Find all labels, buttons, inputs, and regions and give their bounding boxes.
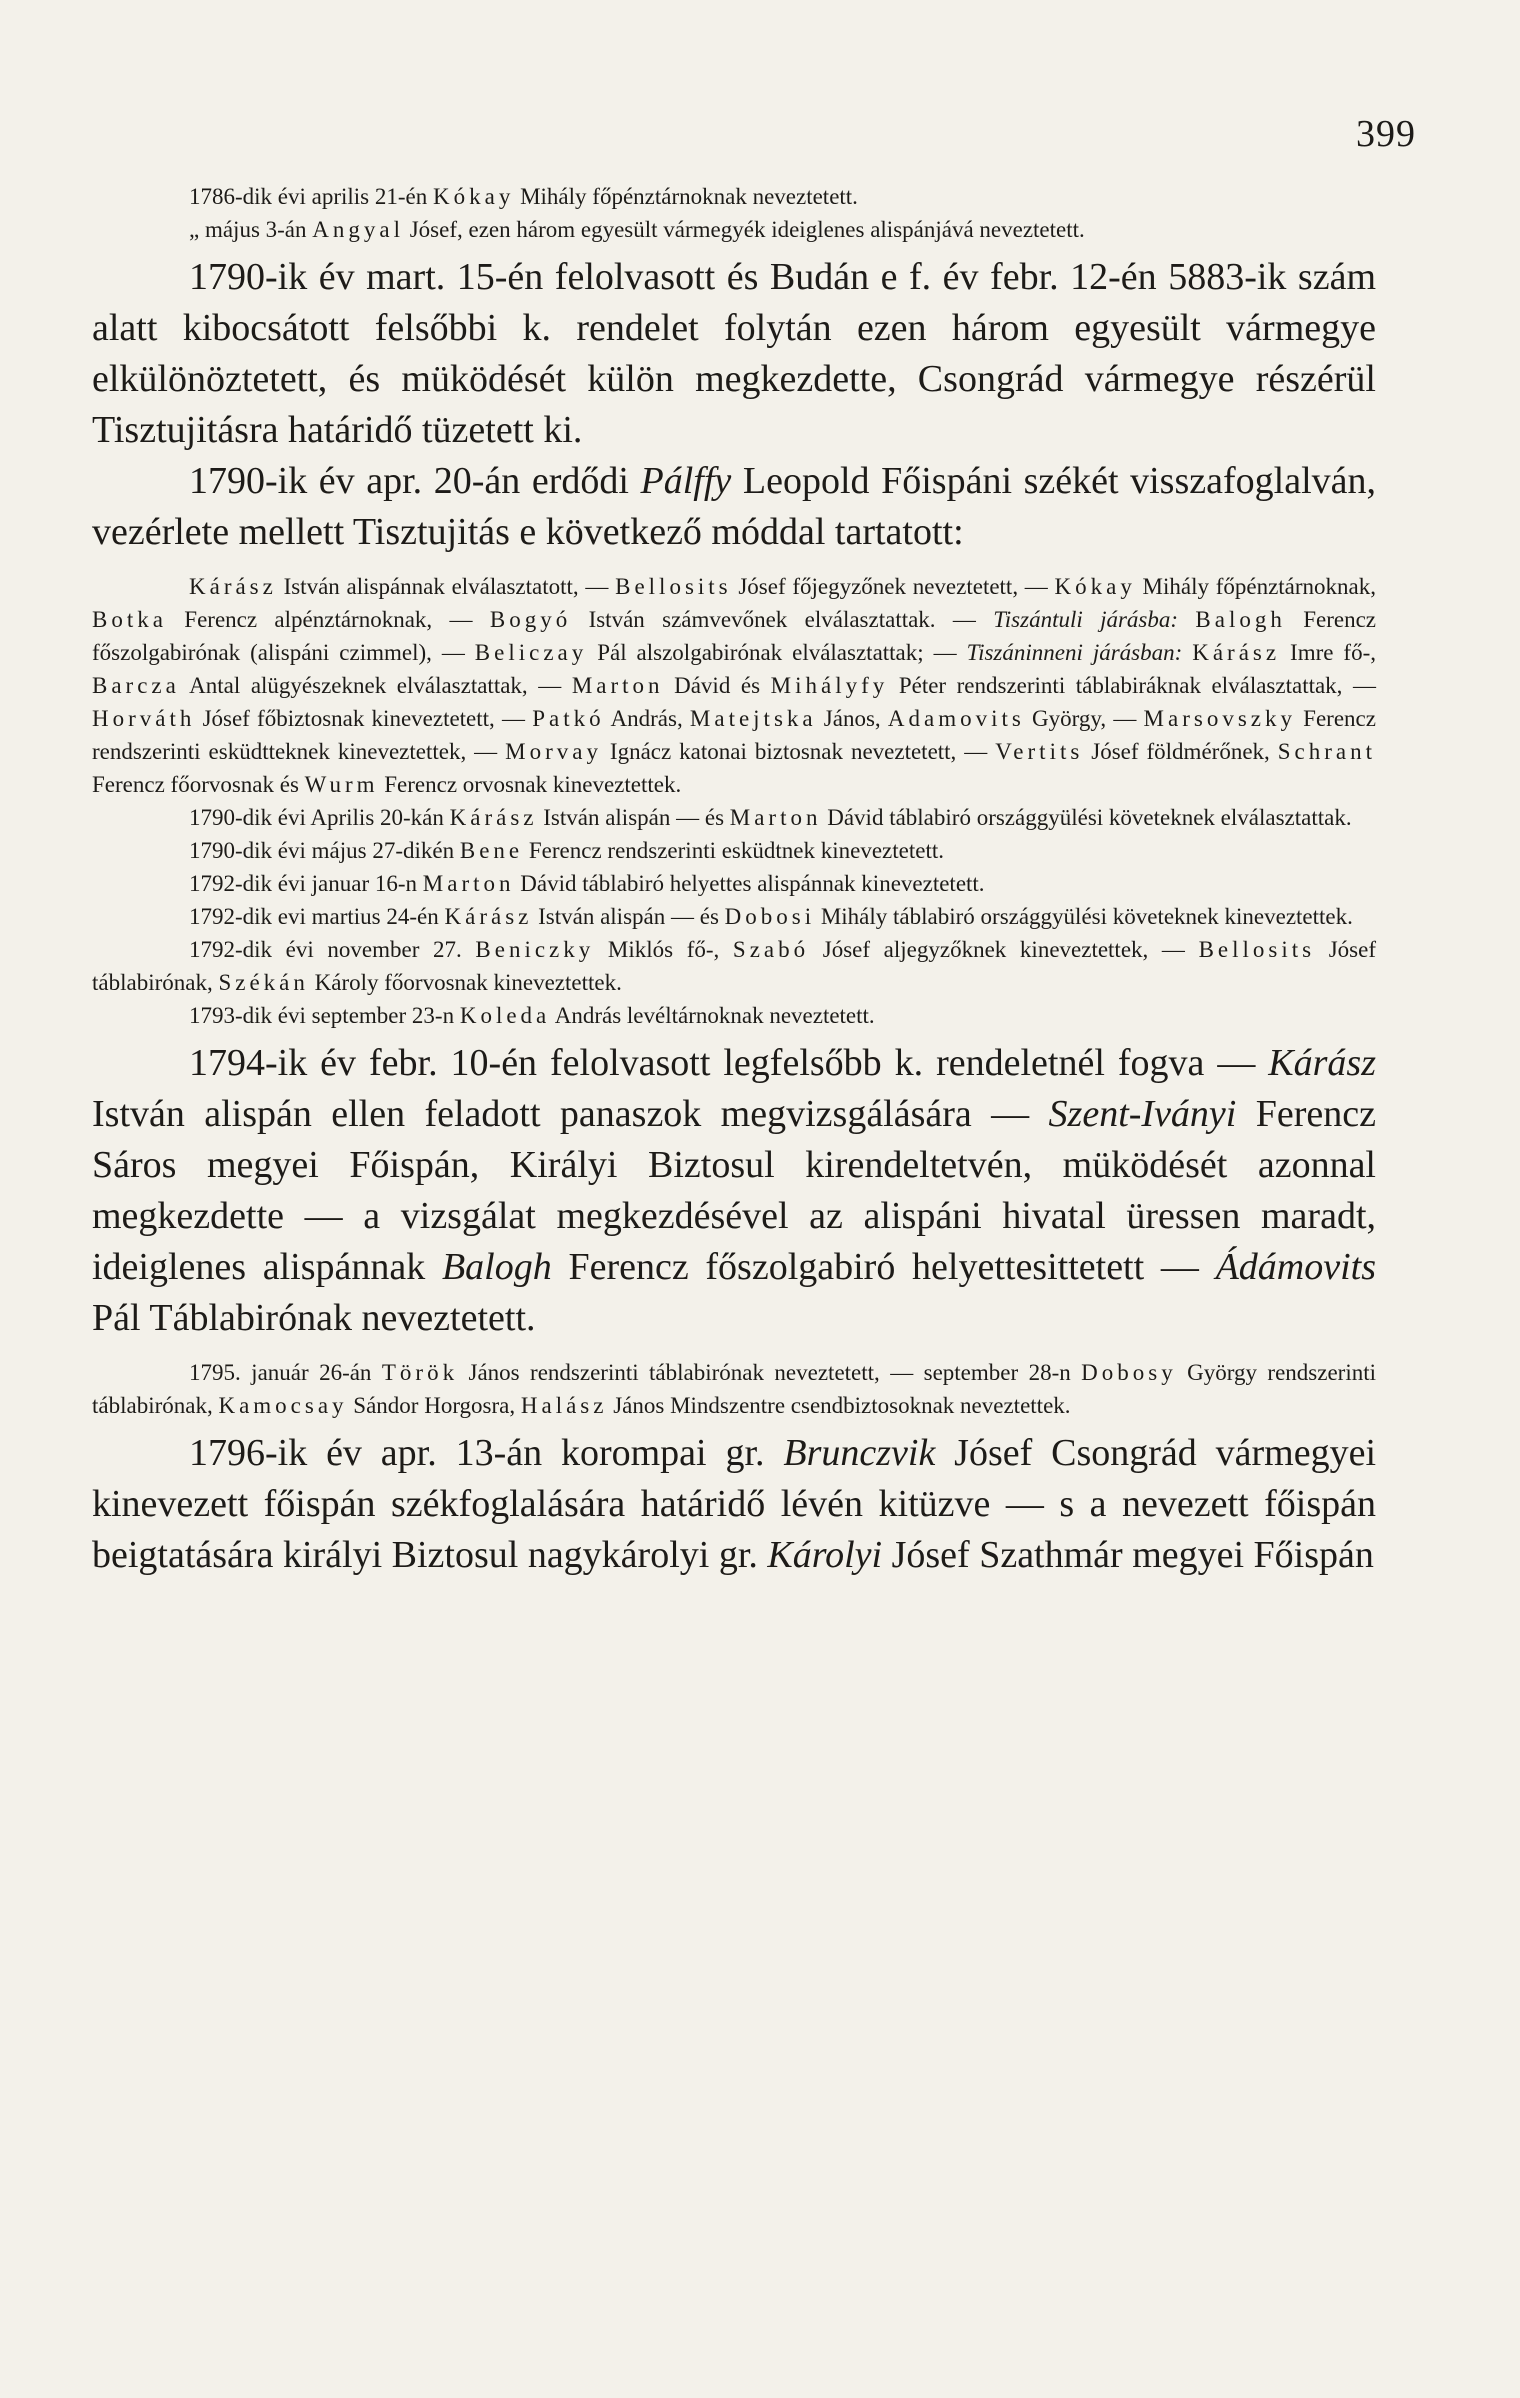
- spaced-name: Török: [381, 1360, 459, 1385]
- text-run: Leopold Főispáni székét visszafoglalván, vezérlete mellett Tisztujitás e következő móddal tartatott:: [92, 460, 1376, 553]
- spaced-name: Matejtska: [689, 706, 817, 731]
- spaced-name: Horváth: [92, 706, 196, 731]
- italic-name: Károlyi: [767, 1534, 883, 1576]
- text-run: Dávid táblabiró országgyülési követeknek elválasztattak.: [821, 805, 1352, 830]
- text-run: Jósef Szathmár megyei Főispán: [882, 1534, 1374, 1576]
- text-run: István alispán — és: [532, 904, 725, 929]
- italic-name: Pálffy: [640, 460, 732, 502]
- paragraph: [92, 867, 1376, 900]
- spaced-name: Kókay: [433, 184, 515, 209]
- spaced-name: Balogh: [1195, 607, 1286, 632]
- text-run: 1790-ik év mart. 15-én felolvasott és Budán e f. év febr. 12-én 5883-ik szám alatt kibocsátott felsőbbi k. rendelet folytán ezen három egyesült vármegye elkülönöztetett, és müködését külön megkezdette, Csongrád vármegye részérül Tisztujitásra határidő tüzetett ki.: [92, 256, 1376, 451]
- text-run: Ferencz főszolgabiró helyettesittetett —: [551, 1246, 1216, 1288]
- text-run: Ferencz főorvosnak és: [92, 772, 305, 797]
- italic-name: Balogh: [441, 1246, 552, 1288]
- paragraph: [92, 933, 1376, 999]
- text-run: Jósef főbiztosnak kineveztetett, —: [195, 706, 533, 731]
- text-run: Dávid táblabiró helyettes alispánnak kineveztetett.: [514, 871, 985, 896]
- paragraph: [92, 252, 1376, 456]
- paragraph: [92, 900, 1376, 933]
- text-run: István számvevőnek elválasztattak. —: [571, 607, 994, 632]
- text-run: István alispánnak elválasztatott, —: [276, 574, 616, 599]
- text-run: Károly főorvosnak kineveztettek.: [308, 970, 622, 995]
- text-run: Jósef, ezen három egyesült vármegyék ideiglenes alispánjává neveztetett.: [403, 217, 1085, 242]
- spaced-name: Morvay: [505, 739, 602, 764]
- text-run: Jósef táblabirónak,: [92, 937, 1376, 995]
- text-run: „ május 3-án: [189, 217, 313, 242]
- text-run: 1790-ik év apr. 20-án erdődi: [189, 460, 641, 502]
- paragraph: [92, 834, 1376, 867]
- spaced-name: Bogyó: [489, 607, 572, 632]
- text-run: János Mindszentre csendbiztosoknak neveztettek.: [607, 1393, 1071, 1418]
- text-run: Antal alügyészeknek elválasztattak, —: [179, 673, 572, 698]
- text-run: Ignácz katonai biztosnak neveztetett, —: [601, 739, 996, 764]
- paragraph: [92, 570, 1376, 801]
- text-run: Pál alszolgabirónak elválasztattak; —: [587, 640, 967, 665]
- paragraph: [92, 999, 1376, 1032]
- text-run: 1793-dik évi september 23-n: [189, 1003, 460, 1028]
- italic-name: Szent-Iványi: [1048, 1093, 1237, 1135]
- text-run: János rendszerinti táblabirónak neveztetett, — september 28-n: [458, 1360, 1082, 1385]
- spaced-name: Patkó: [532, 706, 605, 731]
- spaced-name: Marton: [729, 805, 822, 830]
- paragraph: [92, 1356, 1376, 1422]
- spaced-name: Barcza: [92, 673, 180, 698]
- spaced-name: Bene: [459, 838, 524, 863]
- text-run: Ferencz főszolgabirónak (alispáni czimmel), —: [92, 607, 1376, 665]
- text-run: Péter rendszerinti táblabiráknak elválasztattak, —: [888, 673, 1376, 698]
- spaced-name: Mihályfy: [770, 673, 889, 698]
- text-run: 1790-dik évi Aprilis 20-kán: [189, 805, 450, 830]
- text-run: János,: [816, 706, 888, 731]
- text-run: 1796-ik év apr. 13-án korompai gr.: [189, 1432, 784, 1474]
- text-run: Ferencz rendszerinti esküdtnek kineveztetett.: [523, 838, 944, 863]
- text-run: Pál Táblabirónak neveztetett.: [92, 1297, 536, 1339]
- text-run: Jósef földmérőnek,: [1083, 739, 1278, 764]
- spaced-name: Kárász: [1192, 640, 1281, 665]
- paragraph: [92, 801, 1376, 834]
- spaced-name: Bellosits: [615, 574, 732, 599]
- italic-name: Ádámovits: [1215, 1246, 1377, 1288]
- spaced-name: Schrant: [1277, 739, 1377, 764]
- spaced-name: Marsovszky: [1143, 706, 1296, 731]
- italic-name: Brunczvik: [783, 1432, 936, 1474]
- text-run: András levéltárnoknak neveztetett.: [550, 1003, 875, 1028]
- spaced-name: Angyal: [312, 217, 404, 242]
- text-run: 1790-dik évi május 27-dikén: [189, 838, 460, 863]
- text-run: [1178, 607, 1195, 632]
- paragraph: [92, 213, 1376, 246]
- text-run: Jósef főjegyzőnek neveztetett, —: [731, 574, 1055, 599]
- text-run: 1795. január 26-án: [189, 1360, 382, 1385]
- text-run: Ferencz orvosnak kineveztettek.: [378, 772, 682, 797]
- spaced-name: Marton: [571, 673, 664, 698]
- spaced-name: Dobosy: [1081, 1360, 1177, 1385]
- text-run: Dávid és: [663, 673, 771, 698]
- spaced-name: Marton: [422, 871, 515, 896]
- text-run: Ferencz Sáros megyei Főispán, Királyi Biztosul kirendeltetvén, müködését azonnal megkezdette — a vizsgálat megkezdésével az alispáni hivatal üressen maradt, ideiglenes alispánnak: [92, 1093, 1376, 1288]
- italic-name: Tiszáninneni járásban:: [966, 640, 1183, 665]
- text-run: Mihály főpénztárnoknak neveztetett.: [514, 184, 858, 209]
- paragraph: [92, 180, 1376, 213]
- body-text: [92, 180, 1376, 1581]
- text-run: Ferencz rendszerinti esküdtteknek kineveztettek, —: [92, 706, 1376, 764]
- spaced-name: Beliczay: [474, 640, 588, 665]
- text-run: András,: [604, 706, 690, 731]
- page-number: 399: [1356, 113, 1416, 155]
- text-run: István alispán — és: [537, 805, 730, 830]
- text-run: Jósef Csongrád vármegyei kinevezett főispán székfoglalására határidő lévén kitüzve — s a nevezett főispán beigtatására királyi Biztosul nagykárolyi gr.: [92, 1432, 1376, 1576]
- spaced-name: Halász: [520, 1393, 608, 1418]
- spaced-name: Koleda: [459, 1003, 551, 1028]
- spaced-name: Dobosi: [724, 904, 816, 929]
- spaced-name: Szabó: [732, 937, 810, 962]
- spaced-name: Wurm: [304, 772, 379, 797]
- text-run: [1182, 640, 1192, 665]
- text-run: István alispán ellen feladott panaszok megvizsgálására —: [92, 1093, 1049, 1135]
- spaced-name: Székán: [218, 970, 309, 995]
- text-run: Jósef aljegyzőknek kineveztettek, —: [809, 937, 1199, 962]
- text-run: 1786-dik évi aprilis 21-én: [189, 184, 434, 209]
- spaced-name: Vertits: [995, 739, 1084, 764]
- spaced-name: Kárász: [449, 805, 538, 830]
- text-run: 1792-dik évi november 27.: [189, 937, 476, 962]
- spaced-name: Kamocsay: [218, 1393, 348, 1418]
- text-run: 1792-dik evi martius 24-én: [189, 904, 445, 929]
- text-run: Miklós fő-,: [594, 937, 733, 962]
- spaced-name: Beniczky: [475, 937, 595, 962]
- paragraph: [92, 456, 1376, 558]
- text-run: Mihály táblabiró országgyülési követeknek kineveztettek.: [815, 904, 1353, 929]
- text-run: György, —: [1024, 706, 1144, 731]
- spaced-name: Adamovits: [887, 706, 1025, 731]
- spaced-name: Bellosits: [1198, 937, 1316, 962]
- text-run: Ferencz alpénztárnoknak, —: [166, 607, 490, 632]
- spaced-name: Botka: [92, 607, 167, 632]
- text-run: 1794-ik év febr. 10-én felolvasott legfelsőbb k. rendeletnél fogva —: [189, 1042, 1269, 1084]
- text-run: 1792-dik évi januar 16-n: [189, 871, 423, 896]
- text-run: György rendszerinti táblabirónak,: [92, 1360, 1376, 1418]
- text-run: Mihály főpénztárnoknak,: [1135, 574, 1377, 599]
- text-run: Sándor Horgosra,: [347, 1393, 521, 1418]
- paragraph: [92, 1428, 1376, 1581]
- spaced-name: Kárász: [189, 574, 277, 599]
- text-run: Imre fő-,: [1280, 640, 1376, 665]
- paragraph: [92, 1038, 1376, 1344]
- spaced-name: Kárász: [444, 904, 533, 929]
- spaced-name: Kókay: [1054, 574, 1136, 599]
- italic-name: Kárász: [1268, 1042, 1376, 1084]
- italic-name: Tiszántuli járásba:: [993, 607, 1179, 632]
